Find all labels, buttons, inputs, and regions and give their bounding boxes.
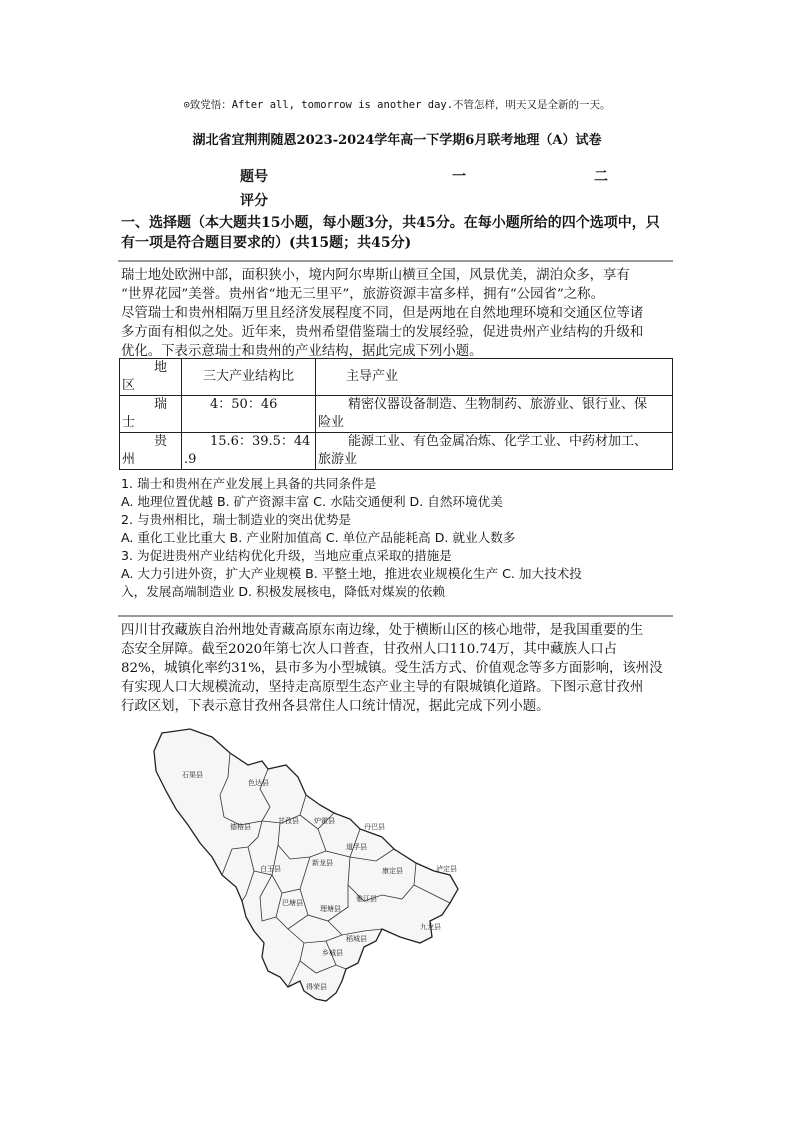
- map-label-yajiang: 雅江县: [356, 895, 377, 903]
- question-stem: 3. 为促进贵州产业结构优化升级，当地应重点采取的措施是: [121, 548, 452, 563]
- passage-switzerland-guizhou: [121, 266, 673, 361]
- table-cell-ratio: 15.6：39.5：44 .9: [182, 433, 316, 470]
- map-label-baiyu: 白玉县: [260, 865, 281, 873]
- map-label-derong: 得荣县: [306, 983, 327, 991]
- table-cell-region: 瑞 士: [120, 396, 182, 433]
- map-label-seda: 色达县: [248, 779, 269, 787]
- question-options: A. 地理位置优越 B. 矿产资源丰富 C. 水陆交通便利 D. 自然环境优美: [121, 494, 503, 509]
- industry-structure-table: [119, 358, 673, 470]
- passage-line: 行政区划，下表示意甘孜州各县常住人口统计情况，据此完成下列小题。: [121, 699, 550, 714]
- header-motto: ⊙致党悟：After all, tomorrow is another day.不管怎样，明天又是全新的一天。: [183, 99, 611, 111]
- map-label-daocheng: 稻城县: [346, 935, 367, 943]
- passage-line: 优化。下表示意瑞士和贵州的产业结构，据此完成下列小题。: [121, 344, 483, 359]
- passage-line: 多方面有相似之处。近年来，贵州希望借鉴瑞士的发展经验，促进贵州产业结构的升级和: [121, 325, 644, 340]
- map-label-kangding: 康定县: [382, 867, 403, 875]
- ganzi-prefecture-map: [150, 725, 470, 1010]
- section-heading-line: 有一项是符合题目要求的）(共15题；共45分): [121, 235, 412, 251]
- question-block: [121, 475, 676, 601]
- map-label-xinlong: 新龙县: [312, 859, 333, 867]
- passage-ganzi: [121, 621, 673, 716]
- divider: [118, 260, 673, 262]
- table-header-row: [120, 359, 673, 396]
- passage-line: 82%，城镇化率约31%，县市多为小型城镇。受生活方式、价值观念等多方面影响，该州没: [121, 661, 663, 676]
- table-header-cell: 三大产业结构比: [182, 359, 316, 396]
- score-label-grade: 评分: [240, 193, 268, 209]
- map-label-shiqu: 石渠县: [182, 771, 203, 779]
- passage-line: 四川甘孜藏族自治州地处青藏高原东南边缘，处于横断山区的核心地带，是我国重要的生: [121, 623, 644, 638]
- map-label-daofu: 道孚县: [346, 843, 367, 851]
- map-label-luhuo: 炉霍县: [314, 817, 335, 825]
- score-col-1: 一: [452, 169, 466, 185]
- table-header-cell: 地 区: [120, 359, 182, 396]
- table-cell-region: 贵 州: [120, 433, 182, 470]
- passage-line: 瑞士地处欧洲中部，面积狭小，境内阿尔卑斯山横亘全国，风景优美，湖泊众多，享有: [121, 268, 630, 283]
- question-options: A. 大力引进外资，扩大产业规模 B. 平整土地，推进农业规模化生产 C. 加大技术投: [121, 566, 582, 581]
- question-stem: 1. 瑞士和贵州在产业发展上具备的共同条件是: [121, 476, 377, 491]
- question-options: 入，发展高端制造业 D. 积极发展核电，降低对煤炭的依赖: [121, 584, 445, 599]
- exam-title: 湖北省宜荆荆随恩2023-2024学年高一下学期6月联考地理（A）试卷: [192, 133, 602, 148]
- map-label-ganzi: 甘孜县: [278, 817, 299, 825]
- question-stem: 2. 与贵州相比，瑞士制造业的突出优势是: [121, 512, 352, 527]
- table-row: [120, 433, 673, 470]
- map-label-luding: 泸定县: [436, 865, 457, 873]
- section-heading: [121, 213, 676, 253]
- divider: [118, 615, 673, 617]
- table-cell-industry: 精密仪器设备制造、生物制药、旅游业、银行业、保 险业: [316, 396, 673, 433]
- map-label-xiangcheng: 乡城县: [322, 949, 343, 957]
- table-cell-industry: 能源工业、有色金属冶炼、化学工业、中药材加工、 旅游业: [316, 433, 673, 470]
- map-label-danba: 丹巴县: [364, 823, 385, 831]
- table-header-cell: 主导产业: [316, 359, 673, 396]
- passage-line: 有实现人口大规模流动，坚持走高原型生态产业主导的有限城镇化道路。下图示意甘孜州: [121, 680, 644, 695]
- score-label-number: 题号: [240, 169, 268, 185]
- table-row: [120, 396, 673, 433]
- question-options: A. 重化工业比重大 B. 产业附加值高 C. 单位产品能耗高 D. 就业人数多: [121, 530, 516, 545]
- passage-line: 尽管瑞士和贵州相隔万里且经济发展程度不同，但是两地在自然地理环境和交通区位等诸: [121, 306, 644, 321]
- map-label-dege: 德格县: [230, 823, 251, 831]
- map-label-batang: 巴塘县: [282, 899, 303, 907]
- table-cell-ratio: 4：50：46: [182, 396, 316, 433]
- map-label-litang: 理塘县: [320, 905, 341, 913]
- map-label-jiulong: 九龙县: [420, 923, 441, 931]
- passage-line: 态安全屏障。截至2020年第七次人口普查，甘孜州人口110.74万，其中藏族人口占: [121, 642, 618, 657]
- section-heading-line: 一、选择题（本大题共15小题，每小题3分，共45分。在每小题所给的四个选项中，只: [121, 215, 660, 231]
- score-col-2: 二: [594, 169, 608, 185]
- passage-line: “世界花园”美誉。贵州省“地无三里平”，旅游资源丰富多样，拥有“公园省”之称。: [121, 287, 604, 302]
- map-outline: [154, 729, 458, 1001]
